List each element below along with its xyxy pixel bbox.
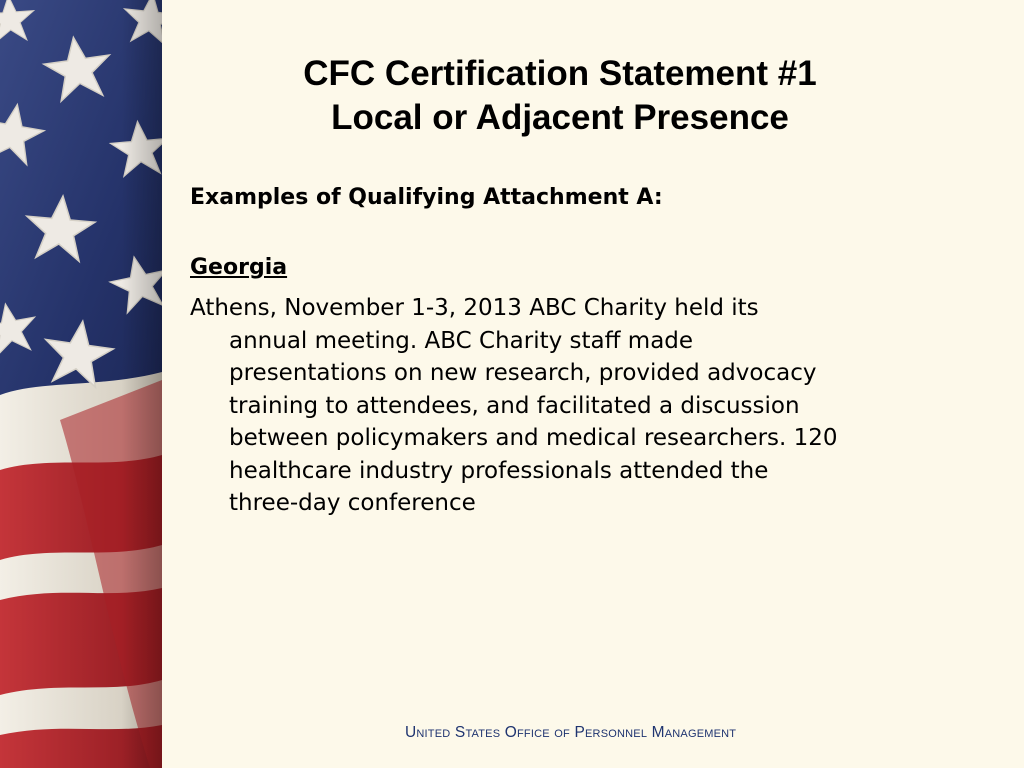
paragraph-line: annual meeting. ABC Charity staff made [229,327,694,354]
footer-agency-name: United States Office of Personnel Management [405,724,737,741]
title-line-1: CFC Certification Statement #1 [303,54,817,93]
subheading: Examples of Qualifying Attachment A: [190,185,663,210]
paragraph-line: presentations on new research, provided advocacy [229,360,817,386]
paragraph-line: three-day conference [229,490,476,516]
paragraph-line: Athens, November 1-3, 2013 ABC Charity held its [190,295,759,321]
paragraph-line: between policymakers and medical researchers. 120 [229,425,838,451]
slide-body [190,181,990,520]
title-line-2: Local or Adjacent Presence [331,98,789,137]
american-flag-image [0,0,162,768]
slide-title [200,52,920,140]
paragraph-line: healthcare industry professionals attended the [229,457,769,484]
state-heading: Georgia [190,255,288,280]
paragraph-line: training to attendees, and facilitated a discussion [229,392,800,419]
example-paragraph [190,292,990,520]
